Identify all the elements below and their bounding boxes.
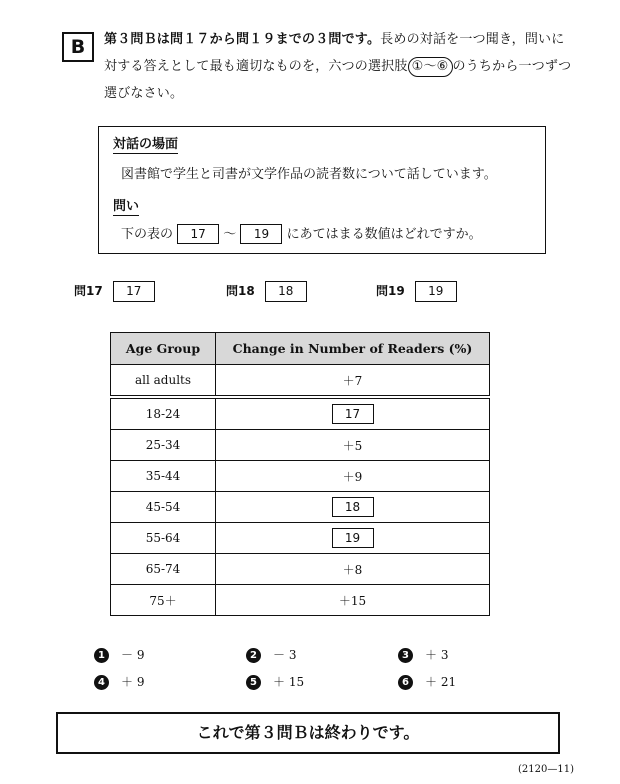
answer-slot-18 bbox=[226, 281, 307, 302]
age-cell: 65-74 bbox=[111, 554, 216, 585]
answer-slot-label: 問17 bbox=[74, 284, 103, 298]
instructions-text: 長めの対話を一つ聞き，問いに対する答えとして最も適切なものを，六つの選択肢 bbox=[104, 32, 565, 74]
answer-slot-box[interactable]: 18 bbox=[265, 281, 307, 302]
table-row bbox=[111, 554, 490, 585]
instructions bbox=[104, 26, 574, 107]
table-row bbox=[111, 430, 490, 461]
value-cell bbox=[216, 492, 490, 523]
answer-slot-label: 問18 bbox=[226, 284, 255, 298]
answer-slot-17 bbox=[74, 281, 155, 302]
value-cell: ＋8 bbox=[216, 554, 490, 585]
value-cell: ＋15 bbox=[216, 585, 490, 616]
table-row bbox=[111, 365, 490, 398]
option-value: ＋ 15 bbox=[273, 675, 305, 689]
table-row bbox=[111, 492, 490, 523]
value-cell bbox=[216, 397, 490, 430]
option-range: ①〜⑥ bbox=[408, 57, 453, 77]
end-notice: これで第３問Ｂは終わりです。 bbox=[56, 712, 560, 754]
age-cell: 55-64 bbox=[111, 523, 216, 554]
question-prefix: 下の表の bbox=[121, 227, 174, 242]
option-5[interactable] bbox=[246, 673, 366, 690]
answer-slot-label: 問19 bbox=[376, 284, 405, 298]
age-cell: 75＋ bbox=[111, 585, 216, 616]
table-row bbox=[111, 397, 490, 430]
option-2[interactable] bbox=[246, 646, 366, 663]
table-row bbox=[111, 585, 490, 616]
answer-box-19: 19 bbox=[240, 224, 282, 244]
age-cell: 45-54 bbox=[111, 492, 216, 523]
age-cell: 18-24 bbox=[111, 397, 216, 430]
tilde: 〜 bbox=[223, 227, 237, 242]
option-1[interactable] bbox=[94, 646, 214, 663]
option-number: 2 bbox=[246, 648, 261, 663]
question-suffix: にあてはまる数値はどれですか。 bbox=[286, 227, 482, 242]
age-cell: all adults bbox=[111, 365, 216, 398]
table-row bbox=[111, 461, 490, 492]
option-value: － 3 bbox=[273, 648, 297, 662]
scene-heading: 対話の場面 bbox=[113, 137, 179, 152]
option-number: 3 bbox=[398, 648, 413, 663]
age-cell: 25-34 bbox=[111, 430, 216, 461]
question-heading: 問い bbox=[113, 199, 140, 214]
option-value: ＋ 9 bbox=[121, 675, 145, 689]
header-change: Change in Number of Readers (%) bbox=[216, 333, 490, 365]
table-header-row bbox=[111, 333, 490, 365]
value-cell: ＋9 bbox=[216, 461, 490, 492]
value-cell bbox=[216, 523, 490, 554]
blank-box-18: 18 bbox=[332, 497, 374, 517]
option-number: 4 bbox=[94, 675, 109, 690]
option-3[interactable] bbox=[398, 646, 518, 663]
answer-slot-box[interactable]: 19 bbox=[415, 281, 457, 302]
option-value: ＋ 3 bbox=[425, 648, 449, 662]
option-4[interactable] bbox=[94, 673, 214, 690]
answer-slot-box[interactable]: 17 bbox=[113, 281, 155, 302]
answer-slot-19 bbox=[376, 281, 457, 302]
scene-box bbox=[98, 126, 546, 254]
answer-box-17: 17 bbox=[177, 224, 219, 244]
readers-table bbox=[110, 332, 490, 616]
scene-text: 図書館で学生と司書が文学作品の読者数について話しています。 bbox=[121, 167, 497, 182]
option-number: 5 bbox=[246, 675, 261, 690]
question-text bbox=[121, 223, 482, 244]
table-row bbox=[111, 523, 490, 554]
option-value: ＋ 21 bbox=[425, 675, 457, 689]
age-cell: 35-44 bbox=[111, 461, 216, 492]
header-age-group: Age Group bbox=[111, 333, 216, 365]
section-label: B bbox=[62, 32, 94, 62]
value-cell: ＋7 bbox=[216, 365, 490, 398]
blank-box-17: 17 bbox=[332, 404, 374, 424]
option-value: － 9 bbox=[121, 648, 145, 662]
instructions-lead: 第３問Ｂは問１７から問１９までの３問です。 bbox=[104, 32, 381, 47]
value-cell: ＋5 bbox=[216, 430, 490, 461]
option-6[interactable] bbox=[398, 673, 518, 690]
option-number: 1 bbox=[94, 648, 109, 663]
instructions-tail: のうちから一つずつ選びなさい。 bbox=[104, 59, 572, 101]
option-number: 6 bbox=[398, 675, 413, 690]
page-number: (2120—11) bbox=[518, 764, 574, 775]
blank-box-19: 19 bbox=[332, 528, 374, 548]
